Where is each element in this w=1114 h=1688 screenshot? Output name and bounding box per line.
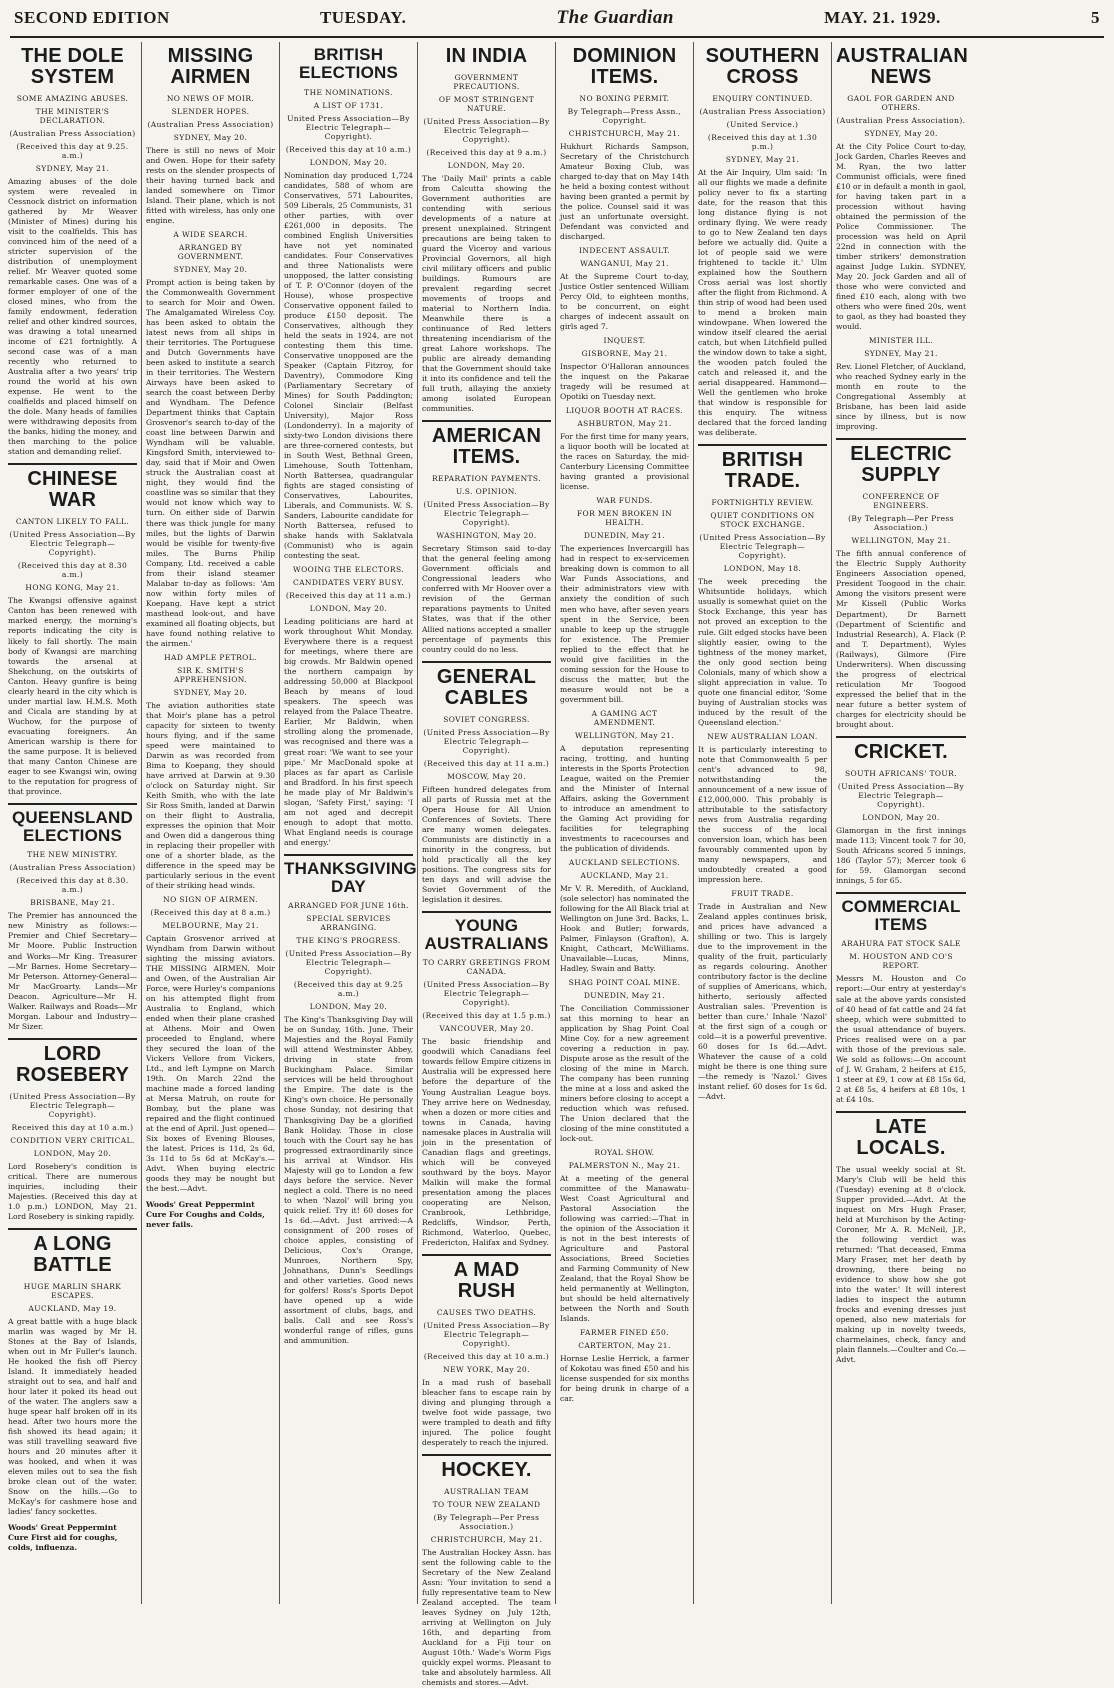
article-subhead: SYDNEY, May 21. bbox=[725, 155, 800, 164]
article bbox=[836, 1111, 966, 1365]
section-rule bbox=[836, 1111, 966, 1113]
article-subhead: SYDNEY, May 20. bbox=[864, 129, 938, 138]
article-body: Secretary Stimson said to-day that the general feeling among Government officials and Congressional leaders who conferred with Mr Hoover over a revision of the German reparations payments to United States, was that if the other Allied nations accepted a smaller percentage of payments this country could do no less. bbox=[422, 544, 551, 654]
article bbox=[8, 803, 137, 1032]
article-subhead: LONDON, May 20. bbox=[862, 812, 940, 822]
article-subhead: SOUTH AFRICANS' TOUR. bbox=[845, 768, 957, 778]
article-body: Amazing abuses of the dole system were revealed in Cessnock district on information gathered by Mr Weaver (Minister of Mines) during his visit to the coalfields. This has convinced him of the need of a stricter supervision of the distribution of unemployment relief. Mr Weaver quoted some remarkable cases. One was of a former employer of one of the closed mines, who from the family endowment, federation relief and other kindred sources, was drawing a total unearned income of £21 fortnightly. A second case was of a man recently who returned to Australia after a two years' trip round the world at his own expense. He went to the coalfields and placed himself on the dole. Many heads of families were withdrawing deposits from the banks, hiding the money, and then marching to the police station and demanding relief. bbox=[8, 177, 137, 457]
article bbox=[146, 230, 275, 649]
article-subhead: Received this day at 10 a.m.) bbox=[11, 1122, 134, 1132]
article-body: For the first time for many years, a liquor booth will be located at the races on Saturday, the mid-Canterbury Licensing Committee having granted a provisional license. bbox=[560, 432, 689, 492]
article-body: Trade in Australian and New Zealand apples continues brisk, and prices have advanced a shilling or two. This is largely due to the improvement in the quality of the fruit, particularly as regards colouring. Another contributory factor is the decline of supplies of Americans, which, hitherto, seriously affected Australian sales. 'Prevention is better than cure.' Inhale 'Nazol' at the first sign of a cough or cold—it is a powerful preventive. 60 doses for 1s 6d.—Advt. Whatever the cause of a cold might be there is one thing sure—the remedy is 'Nazol.' Gives instant relief. 60 doses for 1s 6d.—Advt. bbox=[698, 901, 827, 1102]
section-rule bbox=[8, 463, 137, 465]
article-subhead: HONG KONG, May 21. bbox=[25, 583, 120, 593]
article bbox=[8, 1523, 137, 1553]
article-subhead: THE NEW MINISTRY. bbox=[27, 850, 118, 860]
article-body: There is still no news of Moir and Owen. Hope for their safety rests on the slender prospects of their having turned back and landed somewhere on Timor Island. Their plane, which is not fitted with wireless, has only one engine. bbox=[146, 146, 275, 226]
article-subhead: SYDNEY, May 20. bbox=[173, 687, 248, 697]
article-subhead: WASHINGTON, May 20. bbox=[436, 531, 537, 541]
article-headline: ELECTRIC SUPPLY bbox=[850, 443, 952, 487]
article-body: A great battle with a huge black marlin was waged by Mr H. Stones at the Bay of Islands, when out in Mr Fuller's launch. He hooked the fish off Piercy Island. It immediately headed straight out to sea, and half and hour later it poked its head out of the water. The anglers saw a huge spear half broken off in its head. After two hours more the fish showed its head again; it was still travelling seaward five hours and 20 minutes after it was hooked, and when it was eleven miles out to sea the fish broke clean out of the water. Snow on the hills.—Go to McKay's for cashmere hose and ladies' fancy sockettes. bbox=[8, 1316, 137, 1517]
article-subhead: WOOING THE ELECTORS. bbox=[292, 565, 405, 575]
article-subhead: DUNEDIN, May 21. bbox=[583, 531, 666, 541]
article bbox=[422, 911, 551, 1248]
article-subhead: U.S. OPINION. bbox=[455, 487, 518, 497]
article-subhead: AUCKLAND SELECTIONS. bbox=[568, 857, 681, 867]
article-subhead: VANCOUVER, May 20. bbox=[439, 1024, 534, 1034]
article-subhead: TO TOUR NEW ZEALAND bbox=[432, 1499, 541, 1509]
article-subhead: WELLINGTON, May 21. bbox=[851, 536, 951, 546]
article-subhead: (Received this day at 9.25 a.m.) bbox=[293, 980, 404, 999]
article-subhead: TO CARRY GREETINGS FROM CANADA. bbox=[422, 958, 551, 977]
article-subhead: A GAMING ACT AMENDMENT. bbox=[591, 708, 658, 727]
article-subhead: WAR FUNDS. bbox=[596, 496, 653, 506]
article-headline: QUEENSLAND ELECTIONS bbox=[11, 807, 133, 845]
issue-date: MAY. 21. 1929. bbox=[824, 8, 941, 27]
article bbox=[146, 46, 275, 226]
article-subhead: (Australian Press Association) bbox=[9, 129, 136, 138]
article-subhead: DUNEDIN, May 21. bbox=[583, 990, 666, 1000]
article-subhead: LONDON, May 18. bbox=[723, 564, 802, 574]
article-subhead: A LIST OF 1731. bbox=[313, 100, 384, 110]
article bbox=[560, 1148, 689, 1324]
article-body: Inspector O'Halloran announces the inquest on the Pakarae tragedy will be resumed at Opotiki on Tuesday next. bbox=[560, 362, 689, 402]
article-subhead: LONDON, May 20. bbox=[33, 1148, 112, 1158]
article-subhead: FORTNIGHTLY REVIEW. bbox=[711, 498, 814, 508]
article-subhead: MOSCOW, May 20. bbox=[447, 771, 526, 781]
article-subhead: CONFERENCE OF ENGINEERS. bbox=[862, 492, 940, 511]
article-subhead: LONDON, May 20. bbox=[309, 157, 388, 167]
article bbox=[422, 46, 551, 414]
article bbox=[422, 1254, 551, 1448]
article-subhead: CANDIDATES VERY BUSY. bbox=[292, 578, 405, 588]
article-headline: LORD ROSEBERY bbox=[15, 1042, 130, 1086]
article-body: At the Air Inquiry, Ulm said: 'In all our flights we made a definite policy never to fix a starting date, for the reason that this long distance flying is not ordinary flying. We were ready to go to New Zealand ten days before we actually did. Quite a lot of people said we were frightened to tackle it.' Ulm explained how the Southern Cross aerial was lost shortly after the flight from Richmond. A thin strip of wood had been used to mend a broken main windowpane. When lowered the window itself cleared the aerial catch, but when Litchfield pulled the window down to take a sight, the wooden patch fouled the catch and released it, and the aerial disappeared. Hammond—Well the gentlemen who broke that window is responsible for this enquiry. The witness declared that the forced landing was deliberate. bbox=[698, 168, 827, 438]
article-subhead: NO BOXING PERMIT. bbox=[579, 94, 670, 103]
article bbox=[698, 444, 827, 727]
article-body: Mr V. R. Meredith, of Auckland, (sole selector) has nominated the following for the All Black trial at Wellington on June 3rd. Backs, L. Hook and Butler; forwards, Palmer, Finlayson (Grafton), A. Knight, Cathcart, McWilliams. Unavailable—Lucas, Minns, Hadley, Swain and Batty. bbox=[560, 883, 689, 973]
article-headline: MISSING AIRMEN bbox=[167, 45, 254, 88]
column-4 bbox=[418, 42, 556, 1688]
article-subhead: LONDON, May 20. bbox=[309, 1002, 388, 1012]
article-body: A deputation representing racing, trotting, and hunting interests in the Sports Protection League, waited on the Premier and the Minister of Internal Affairs, asking the Government to introduce an amendment to the Gaming Act providing for facilities for telegraphing investments to racecourses and the publication of dividends. bbox=[560, 743, 689, 853]
article-subhead: United Press Association—By Electric Telegraph—Copyright). bbox=[287, 113, 410, 141]
article-subhead: NEW AUSTRALIAN LOAN. bbox=[707, 731, 818, 741]
article-subhead: (Received this day at 11 a.m.) bbox=[423, 758, 550, 768]
article-subhead: NEW YORK, May 20. bbox=[443, 1364, 530, 1374]
article-headline: SOUTHERN CROSS bbox=[705, 45, 820, 88]
article-subhead: THE MINISTER'S DECLARATION. bbox=[35, 107, 110, 125]
article-subhead: By Telegraph—Press Assn., Copyright. bbox=[567, 107, 682, 125]
article-body: In a mad rush of baseball bleacher fans to escape rain by diving and plunging through a twelve foot wide passage, two were trampled to death and fifty injured. The police fought desperately to reach the injured. bbox=[422, 1377, 551, 1447]
article-subhead: SYDNEY, May 21. bbox=[35, 164, 110, 173]
article-subhead: (United Press Association—By Electric Telegraph—Copyright). bbox=[423, 1320, 550, 1348]
article bbox=[698, 732, 827, 885]
column-5 bbox=[556, 42, 694, 1604]
article bbox=[698, 889, 827, 1102]
article-body: The aviation authorities state that Moir's plane has a petrol capacity for sixteen to twenty hours flying, and if the same speed were maintained to Darwin as was recorded from Bima to Koepang, they should have arrived at Darwin at 9.30 o'clock on Saturday night. Sir Keith Smith, who with the late Sir Ross Smith, landed at Darwin on their flight to Australia, expresses the opinion that Moir and Owen did a dangerous thing in replacing their propeller with one of a shorter blade, as the difference in the speed may be particularly serious in the event of their striking head winds. bbox=[146, 700, 275, 890]
article bbox=[560, 246, 689, 332]
section-rule bbox=[836, 438, 966, 440]
article bbox=[146, 895, 275, 1194]
article-body: The King's Thanksgiving Day will be on Sunday, 16th. June. Their Majesties and the Royal Family will attend Westminster Abbey, driving in state from Buckingham Palace. Similar services will be held throughout the Empire. The date is the King's own choice. He personally chose Sunday, not desiring that Thanksgiving Day be a glorified Bank Holiday. Those in close touch with the Court say he has progressed extraordinarily since his arrival at Windsor. His Majesty will go to London a few days before the service. Never neglect a cold. There is no need to when 'Nazol' will bring you quick relief. Try it! 60 doses for 1s 6d.—Advt. Just arrived:—A consignment of 200 roses of choice apples, consisting of Delicious, Cox's Orange, Munroes, Northern Spy, Johnathans, Dunn's Seedlings and other varieties. Good news for golfers! Ross's Sports Depot have opened up a wide assortment of clubs, bags, and balls. Call and see Ross's wonderful range of rifles, guns and ammunition. bbox=[284, 1015, 413, 1345]
article-body: Leading politicians are hard at work throughout Whit Monday. Everywhere there is a request for meetings, where there are big crowds. Mr Baldwin opened the northern campaign by addressing 50,000 at Blackpool Beach by means of loud speakers. The speech was relayed from the Palace Theatre. Earlier, Mr Baldwin, when strolling along the promenade, was recognised and there was a great roar: 'We want to see your pipe.' Mr MacDonald spoke at places as far apart as Carlisle and Bradford. In his first speech he made play of Mr Baldwin's slogan, 'Safety First,' saying: 'I am not aged and decrepit enough to adopt that motto. What England needs is courage and energy.' bbox=[284, 617, 413, 847]
section-rule bbox=[698, 444, 827, 446]
article-subhead: SYDNEY, May 20. bbox=[173, 133, 248, 142]
article-body: The Premier has announced the new Ministry as follows:— Premier and Chief Secretary—Mr Moore. Public Instruction and Works—Mr King. Treasurer—Mr Barnes. Home Secretary—Mr Peterson. Attorney-General—Mr MacGroarty. Lands—Mr Deacon. Agriculture—Mr H. Walker. Railways and Roads—Mr Morgan. Labour and Industry—Mr Sizer. bbox=[8, 911, 137, 1031]
article-body: The basic friendship and goodwill which Canadians feel towards fellow Empire citizens in Australia will be expressed here before the departure of the Young Australian League boys. They arrive here on Wednesday, when a dozen or more cities and towns in Canada, having namesake places in Australia will join in the presentation of Canadian flags and greetings, which will be conveyed southward by the boys. Mayor Malkin will make the formal presentation among the places cooperating are Nelson, Cranbrook, Lethbridge, Redcliffs, Windsor, Perth, Richmond, Waterloo, Quebec, Fredericton, Halifax and Sydney. bbox=[422, 1037, 551, 1247]
article bbox=[284, 46, 413, 561]
article-subhead: THE KING'S PROGRESS. bbox=[296, 936, 401, 946]
article-subhead: (Received this day at 9 a.m.) bbox=[426, 148, 547, 157]
article-body: The fifth annual conference of the Electric Supply Authority Engineers Association opened, President Toogood in the chair. Among the visitors present were Mr Kissell (Public Works Department), Dr Barnett (Department of Scientific and Industrial Research), A. Flack (P. and T. Department), Wyles (Railways), Gilmore (Fire Underwriters). When discussing the progress of electrical reticulation Mr Toogood expressed the belief that in the near future a better system of charges for electricity should be brought about. bbox=[836, 549, 966, 729]
article bbox=[560, 978, 689, 1144]
article-headline: GENERAL CABLES bbox=[436, 665, 537, 709]
article-subhead: ARRANGED FOR JUNE 16th. bbox=[288, 901, 409, 911]
edition-label: SECOND EDITION bbox=[14, 8, 170, 27]
article bbox=[8, 46, 137, 457]
article-subhead: CARTERTON, May 21. bbox=[578, 1341, 671, 1351]
article-body: The week preceding the Whitsuntide holidays, which usually is somewhat quiet on the Stock Exchange, this year has not proved an exception to the rule. Gilt edged stocks have been slightly easier, owing to the tightness of the money market, the only good section being Colonials, many of which show a slight appreciation in value. To quote one financial editor, 'Some buying of Australian stocks was induced by the result of the Queensland election.' bbox=[698, 577, 827, 727]
day-label: TUESDAY. bbox=[319, 8, 407, 27]
article bbox=[560, 496, 689, 704]
article bbox=[836, 336, 966, 432]
paper-title: The Guardian bbox=[556, 7, 674, 28]
article-subhead: LIQUOR BOOTH AT RACES. bbox=[565, 406, 684, 416]
section-rule bbox=[8, 1228, 137, 1230]
article-headline: THE DOLE SYSTEM bbox=[21, 45, 124, 88]
article bbox=[284, 565, 413, 847]
article bbox=[836, 892, 966, 1105]
article-headline: CRICKET. bbox=[854, 740, 948, 763]
article-subhead: FRUIT TRADE. bbox=[731, 888, 794, 898]
page-number: 5 bbox=[1090, 8, 1100, 27]
article bbox=[836, 438, 966, 729]
article bbox=[836, 46, 966, 332]
article-body: The Australian Hockey Assn. has sent the following cable to the Secretary of the New Zealand Assn: 'Your invitation to send a fully representative team to New Zealand accepted. The team leaves Sydney on July 12th, arriving at Wellington on July 16th, and departing from Auckland for a Fiji tour on August 10th.' Wade's Worm Figs quickly expel worms. Pleasant to take and absolutely harmless. All chemists and stores.—Advt. bbox=[422, 1547, 551, 1688]
section-rule bbox=[422, 661, 551, 663]
article-subhead: INDECENT ASSAULT. bbox=[579, 246, 670, 256]
section-rule bbox=[836, 892, 966, 894]
article-headline: HOCKEY. bbox=[441, 1458, 532, 1481]
article-subhead: (By Telegraph—Per Press Association.) bbox=[433, 1512, 540, 1531]
article-body: The Conciliation Commissioner sat this morning to hear an application by Shag Point Coal Mine Coy. for a new agreement covering a reduction in pay. Dispute arose as the result of the closing of the mine in March. The company has been running the mine at a loss and asked the miners before closing to accept a reduction which was refused. The Union declared that the closing of the mine constituted a lock-out. bbox=[560, 1003, 689, 1144]
article bbox=[146, 653, 275, 891]
article-subhead: CANTON LIKELY TO FALL. bbox=[15, 517, 130, 527]
article-body: The experiences Invercargill has had in respect to ex-servicemen breaking down is common to all War Funds Associations, and their administrators view with anxiety the condition of such men who have, after seven years spent in the Service, been unable to keep up the struggle for existence. The Premier replied to the effect that he would give facilities in the coming session for the House to discuss the matter, but the measure would not be a government bill. bbox=[560, 544, 689, 704]
section-rule bbox=[422, 420, 551, 422]
article-headline: A LONG BATTLE bbox=[33, 1232, 112, 1276]
article-subhead: (United Press Association—By Electric Telegraph—Copyright). bbox=[9, 530, 136, 558]
advertisement: Woods' Great Peppermint Cure For Coughs and Colds, never fails. bbox=[146, 1200, 265, 1230]
article-subhead: (United Press Association—By Electric Telegraph—Copyright). bbox=[699, 533, 826, 561]
article-subhead: GISBORNE, May 21. bbox=[581, 349, 668, 359]
article-subhead: GAOL FOR GARDEN AND OTHERS. bbox=[847, 94, 955, 112]
advertisement: Woods' Great Peppermint Cure First aid for coughs, colds, influenza. bbox=[8, 1523, 118, 1552]
article-headline: YOUNG AUSTRALIANS bbox=[424, 915, 549, 953]
article-headline: AUSTRALIAN NEWS bbox=[836, 45, 968, 88]
article-body: The Kwangsi offensive against Canton has been renewed with marked energy, the morning's reports indicating the city is likely to fall shortly. The main body of Kwangsi are marching towards the arsenal at Shekchung, on the outskirts of Canton. Heavy gunfire is being clearly heard in the city which is under martial law. H.M.S. Moth and Cicala are standing by at Wuchow, for the purpose of evacuating foreigners. An American warship is there for the same purpose. It is believed that many Canton Chinese are eager to see Kwangsi win, owing to the reputation for progress of that province. bbox=[8, 596, 137, 796]
article-subhead: GOVERNMENT PRECAUTIONS. bbox=[453, 73, 520, 91]
article-body: Fifteen hundred delegates from all parts of Russia met at the Opera House for All Union Conferences of Soviets. There are many women delegates. Communists are distinctly in a minority in the congress, but hold practically all the key positions. The congress sits for ten days and will advise the Soviet Government of the legislation it desires. bbox=[422, 784, 551, 904]
article-subhead: SOME AMAZING ABUSES. bbox=[16, 94, 129, 103]
article-subhead: HUGE MARLIN SHARK ESCAPES. bbox=[23, 1281, 122, 1300]
masthead bbox=[10, 0, 1104, 38]
column-3 bbox=[280, 42, 418, 1604]
article-headline: A MAD RUSH bbox=[453, 1258, 520, 1302]
article-body: Glamorgan in the first innings made 113; Vincent took 7 for 30, South Africans scored 5 innings, 186 (Taylor 57); Mercer took 6 for 59. Glamorgan second innings, 5 for 65. bbox=[836, 825, 966, 885]
article-subhead: WELLINGTON, May 21. bbox=[575, 730, 674, 740]
column-1 bbox=[4, 42, 142, 1604]
article-body: Captain Grosvenor arrived at Wyndham from Darwin without sighting the missing aviators. THE MISSING AIRMEN. Moir and Owen, of the Australian Air Force, were Hurley's companions on his attempted flight from Australia to England, which ended when their plane crashed at Athens. Moir and Owen proceeded to England, where they secured the loan of the Vickers Vellore from Vickers, Ltd., and left Lympne on March 19th. On March 22nd the machine made a forced landing at Mersa Matruh, on route for Bombay, but the plane was repaired and the flight continued at the end of April. Just opened—Six boxes of Evening Blouses, the latest. Prices is 11d, 2s 6d, 3s 11d to 5s 6d at McKay's.—Advt. When buying electric goods they may be nought but the best.—Advt. bbox=[146, 934, 276, 1194]
article-subhead: OF MOST STRINGENT NATURE. bbox=[438, 95, 535, 113]
article-body: Lord Rosebery's condition is critical. There are numerous inquiries, including their Majesties. (Received this day at 1.0 p.m.) LONDON, May 21. Lord Rosebery is sinking rapidly. bbox=[8, 1161, 137, 1221]
article-subhead: CHRISTCHURCH, May 21. bbox=[430, 1534, 543, 1544]
article-subhead: MINISTER ILL. bbox=[868, 336, 934, 346]
article-subhead: LONDON, May 20. bbox=[309, 604, 388, 614]
article-subhead: (Received this day at 1.30 p.m.) bbox=[707, 133, 818, 151]
section-rule bbox=[8, 1038, 137, 1040]
article-subhead: (United Press Association—By Electric Telegraph—Copyright). bbox=[423, 980, 550, 1008]
article-subhead: FARMER FINED £50. bbox=[580, 1328, 669, 1338]
article-subhead: (United Press Association—By Electric Telegraph—Copyright). bbox=[423, 727, 550, 755]
article-subhead: (Received this day at 10 a.m.) bbox=[285, 144, 412, 154]
article-headline: LATE LOCALS. bbox=[856, 1115, 946, 1159]
article-subhead: (Received this day at 1.5 p.m.) bbox=[422, 1011, 551, 1021]
article-subhead: (Received this day at 8.30. a.m.) bbox=[16, 876, 129, 895]
article-subhead: ARAHURA FAT STOCK SALE bbox=[841, 939, 961, 949]
article-subhead: SYDNEY, May 21. bbox=[864, 349, 938, 359]
article-subhead: REPARATION PAYMENTS. bbox=[431, 474, 541, 484]
article-body: Rev. Lionel Fletcher, of Auckland, who reached Sydney early in the month en route to the Congregational Assembly at Brisbane, has been laid aside since by illness, but is now improving. bbox=[836, 362, 966, 432]
article-subhead: (Received this day at 8 a.m.) bbox=[150, 908, 271, 917]
article-subhead: SLENDER HOPES. bbox=[171, 107, 250, 116]
column-2 bbox=[142, 42, 280, 1604]
article-subhead: (Received this day at 10 a.m.) bbox=[423, 1351, 550, 1361]
article-headline: DOMINION ITEMS. bbox=[572, 45, 677, 88]
article-subhead: ASHBURTON, May 21. bbox=[577, 419, 672, 429]
section-rule bbox=[422, 1254, 551, 1256]
article-subhead: CONDITION VERY CRITICAL. bbox=[10, 1135, 135, 1145]
article-subhead: (By Telegraph—Per Press Association.) bbox=[848, 514, 954, 533]
article bbox=[560, 709, 689, 854]
article-subhead: (Australian Press Association) bbox=[9, 863, 136, 873]
article-subhead: (Received this day at 11 a.m.) bbox=[285, 591, 412, 601]
article-subhead: (Australian Press Association) bbox=[147, 120, 274, 129]
article bbox=[8, 463, 137, 796]
article bbox=[560, 336, 689, 402]
article bbox=[146, 1200, 275, 1230]
article-subhead: MELBOURNE, May 21. bbox=[162, 921, 259, 930]
article-subhead: (Australian Press Association). bbox=[836, 116, 966, 125]
article-subhead: PALMERSTON N., May 21. bbox=[568, 1161, 681, 1171]
article-subhead: WANGANUI, May 21. bbox=[580, 259, 669, 269]
article bbox=[284, 854, 417, 1346]
article-subhead: SPECIAL SERVICES ARRANGING. bbox=[306, 914, 391, 933]
article-subhead: ROYAL SHOW. bbox=[594, 1148, 655, 1158]
article-subhead: (Received this day at 8.30 a.m.) bbox=[17, 561, 128, 580]
article-subhead: (United Press Association—By Electric Telegraph—Copyright). bbox=[285, 949, 412, 977]
section-rule bbox=[422, 1454, 551, 1456]
section-rule bbox=[422, 911, 551, 913]
article-headline: AMERICAN ITEMS. bbox=[431, 425, 542, 469]
article-body: The 'Daily Mail' prints a cable from Calcutta showing the Government authorities are contending with serious developments of a nature at present unexplained. Stringent precautions are being taken to guard the Viceroy and various Provincial Governors, all high civil military officers and public buildings. Rumours are prevalent regarding secret movements of troops and material to Northern India. Meanwhile there is a continuance of Red letters threatening incendiarism of the great Lahore workshops. The public are already demanding that the Government should take it into its confidence and tell the full truth, allaying the anxiety among isolated European communities. bbox=[422, 174, 551, 414]
article-headline: THANKSGIVING DAY bbox=[284, 858, 417, 896]
article-body: At a meeting of the general committee of the Manawatu-West Coast Agricultural and Pastoral Association the following was carried:—That in the opinion of the Association it is not in the best interests of Agriculture and Pastoral Associations, Breed Societies and Farming Community of New Zealand, that the Royal Show be held permanently at Wellington, but should be held alternatively between the North and South Islands. bbox=[560, 1174, 689, 1324]
article-subhead: AUSTRALIAN TEAM bbox=[444, 1486, 529, 1496]
column-6 bbox=[694, 42, 832, 1604]
article bbox=[422, 661, 551, 905]
article bbox=[560, 1328, 689, 1404]
article-body: It is particularly interesting to note that Commonwealth 5 per cent's advanced to 98, notwithstanding the announcement of a new issue of £12,000,000. This probably is attributable to the satisfactory news from Australia regarding the success of the local conversion loan, which has been favourably commented upon by many newspapers, and undoubtedly created a good impression here. bbox=[698, 744, 827, 884]
article-subhead: (United Press Association—By Electric Telegraph—Copyright). bbox=[423, 117, 550, 144]
article-subhead: SIR K. SMITH'S APPREHENSION. bbox=[173, 665, 248, 684]
article-subhead: SHAG POINT COAL MINE. bbox=[568, 977, 681, 987]
article bbox=[8, 1228, 137, 1517]
columns-container bbox=[4, 42, 1110, 1688]
article-subhead: SYDNEY, May 20. bbox=[173, 265, 248, 275]
article bbox=[560, 406, 689, 492]
article-subhead: (United Press Association—By Electric Telegraph—Copyright). bbox=[9, 1091, 136, 1119]
article-subhead: CAUSES TWO DEATHS. bbox=[436, 1307, 537, 1317]
article-subhead: M. HOUSTON AND CO'S REPORT. bbox=[849, 952, 953, 971]
article-subhead: A WIDE SEARCH. bbox=[173, 230, 248, 240]
article bbox=[560, 46, 689, 242]
article-subhead: THE NOMINATIONS. bbox=[304, 87, 393, 97]
article-subhead: (Received this day at 9.25. a.m.) bbox=[16, 142, 129, 160]
article bbox=[422, 1454, 551, 1688]
article bbox=[836, 736, 966, 886]
article-body: Hukhurt Richards Sampson, Secretary of the Christchurch Amateur Boxing Club, was charged to-day that on May 14th he held a boxing contest without having been granted a permit by the police. Counsel said it was just an unfortunate oversight. Defendant was convicted and discharged. bbox=[560, 142, 689, 242]
article bbox=[422, 420, 551, 654]
article-subhead: ARRANGED BY GOVERNMENT. bbox=[177, 243, 244, 262]
article-headline: COMMERCIAL ITEMS bbox=[841, 896, 961, 934]
column-7 bbox=[832, 42, 970, 1604]
article-body: The usual weekly social at St. Mary's Club will be held this (Tuesday) evening at 8 o'clock. Supper provided.—Advt. At the inquest on Mrs Hugh Fraser, held at Murchison by the Acting-Coroner, Mr A. R. McNeil, J.P., the following verdict was returned: 'That deceased, Emma Mary Fraser, met her death by drowning, there being no evidence to show how she got into the water.' It will interest ladies to inspect the autumn frocks and evening dresses just opened, also new materials for making up in novelty tweeds, charmelaines, check, fancy and plain flannels.—Coulter and Co.—Advt. bbox=[836, 1164, 966, 1364]
article-subhead: LONDON, May 20. bbox=[447, 161, 526, 170]
article-subhead: NO SIGN OF AIRMEN. bbox=[163, 895, 258, 904]
article-body: Hornse Leslie Herrick, a farmer of Kokotau was fined £50 and his license suspended for six months for being drunk in charge of a car. bbox=[560, 1354, 689, 1404]
article bbox=[8, 1038, 137, 1222]
article-headline: BRITISH ELECTIONS bbox=[298, 45, 399, 82]
article bbox=[698, 46, 827, 438]
article-subhead: (United Press Association—By Electric Telegraph—Copyright). bbox=[837, 781, 965, 809]
article bbox=[560, 858, 689, 974]
article-subhead: HAD AMPLE PETROL. bbox=[164, 652, 257, 662]
article-subhead: AUCKLAND, May 21. bbox=[580, 870, 669, 880]
article-subhead: FOR MEN BROKEN IN HEALTH. bbox=[576, 509, 673, 528]
section-rule bbox=[836, 736, 966, 738]
article-body: Messrs M. Houston and Co report:—Our entry at yesterday's sale at the above yards consisted of 40 head of fat cattle and 24 fat sheep, which were submitted to the usual attendance of buyers. Prices realised were on a par with those of the previous sale. We sold as follows:—On account of J. W. Graham, 2 heifers at £15, 1 steer at £9, 1 cow at £8 15s 6d, 2 at £8 5s, 4 heifers at £8 10s, 1 at £4 10s. bbox=[836, 974, 966, 1104]
article-subhead: NO NEWS OF MOIR. bbox=[166, 94, 255, 103]
article-headline: CHINESE WAR bbox=[27, 468, 118, 512]
article-headline: BRITISH TRADE. bbox=[721, 449, 804, 493]
article-headline: IN INDIA bbox=[445, 45, 528, 67]
article-subhead: (Australian Press Association) bbox=[699, 107, 826, 116]
article-subhead: CHRISTCHURCH, May 21. bbox=[568, 129, 681, 138]
article-subhead: (United Press Association—By Electric Telegraph—Copyright). bbox=[423, 500, 550, 528]
article-subhead: QUIET CONDITIONS ON STOCK EXCHANGE. bbox=[710, 511, 815, 530]
article-subhead: SOVIET CONGRESS. bbox=[443, 714, 530, 724]
article-subhead: AUCKLAND, May 19. bbox=[28, 1303, 117, 1313]
article-subhead: BRISBANE, May 21. bbox=[30, 898, 115, 908]
section-rule bbox=[8, 803, 137, 805]
article-body: At the Supreme Court to-day, Justice Ostler sentenced William Percy Old, to eighteen months, to be concurrent, on eight charges of indecent assault on girls aged 7. bbox=[560, 272, 689, 332]
section-rule bbox=[284, 854, 413, 856]
article-subhead: (United Service.) bbox=[726, 120, 799, 129]
article-body: Prompt action is being taken by the Commonwealth Government to search for Moir and Owen. The Amalgamated Wireless Coy. has been asked to obtain the latest news from all ships in their territories. The Portuguese and Dutch Governments have been asked to institute a search in their territories. The Western Airways have been asked to search the coast between Derby and Wyndham. The Defence Department thinks that Captain Grosvenor's search to-day of the coast line between Darwin and Wyndham will be valuable. Kingsford Smith, interviewed to-day, said that if Moir and Owen struck the Australian coast at night, they would find the coastline was so similar that they would not know which way to turn. On either side of Darwin there was thick jungle for many miles, but the lights of Darwin would be visible for twenty-five miles. The Burns Philip Company, Ltd. received a cable from their island steamer Malabar to-day as follows: 'Am now within forty miles of Koepang. Have kept a strict masthead look-out, and have examined all floating objects, but have found nothing relative to the airmen.' bbox=[146, 278, 275, 648]
article-body: Nomination day produced 1,724 candidates, 588 of whom are Conservatives, 571 Labourites, 509 Liberals, 25 Communists, 31 other parties, with over £261,000 in deposits. The combined English Universities have not yet nominated candidates. Four Conservatives and three Nationalists were unopposed, the latter consisting of T. P. O'Connor (doyen of the House), whose prospective Conservative opponent failed to produce £150 deposit. The Conservatives, although they held the seats in 1924, are not contesting them this time. Conservative unopposed are the Speaker (Captain Fitzroy, for Daventry), Commodore King (Parliamentary Secretary of Mines) for South Paddington; Colonel Sinclair (Belfast University), Major Ross (Londonderry). In a majority of sixty-two London divisions there are three-cornered contests, but in South West, Bethnal Green, Limehouse, South Tottenham, North Battersea, quadrangular fights are staged consisting of Conservatives, Labourites, Liberals, and Communists. W. S. Sanders, Labourite candidate for North Battersea, refused to shake hands with Saklatvala (Communist) who is again contesting the seat. bbox=[284, 170, 413, 561]
article-subhead: INQUEST. bbox=[603, 336, 646, 346]
article-subhead: ENQUIRY CONTINUED. bbox=[712, 94, 813, 103]
article-body: At the City Police Court to-day, Jock Garden, Charles Reeves and M. Ryan, the two latter Communist officials, were fined £10 or in default a month in gaol, for having taken part in a procession without having obtained the permission of the Police Commissioner. The procession was held on April 22nd in connection with the timber strikers' demonstration against Judge Lukin. SYDNEY, May 20. Jock Garden and all of those who were convicted and fined £10 each, along with two others who were fined 20s, went to gaol, as they had boasted they would. bbox=[836, 142, 966, 332]
